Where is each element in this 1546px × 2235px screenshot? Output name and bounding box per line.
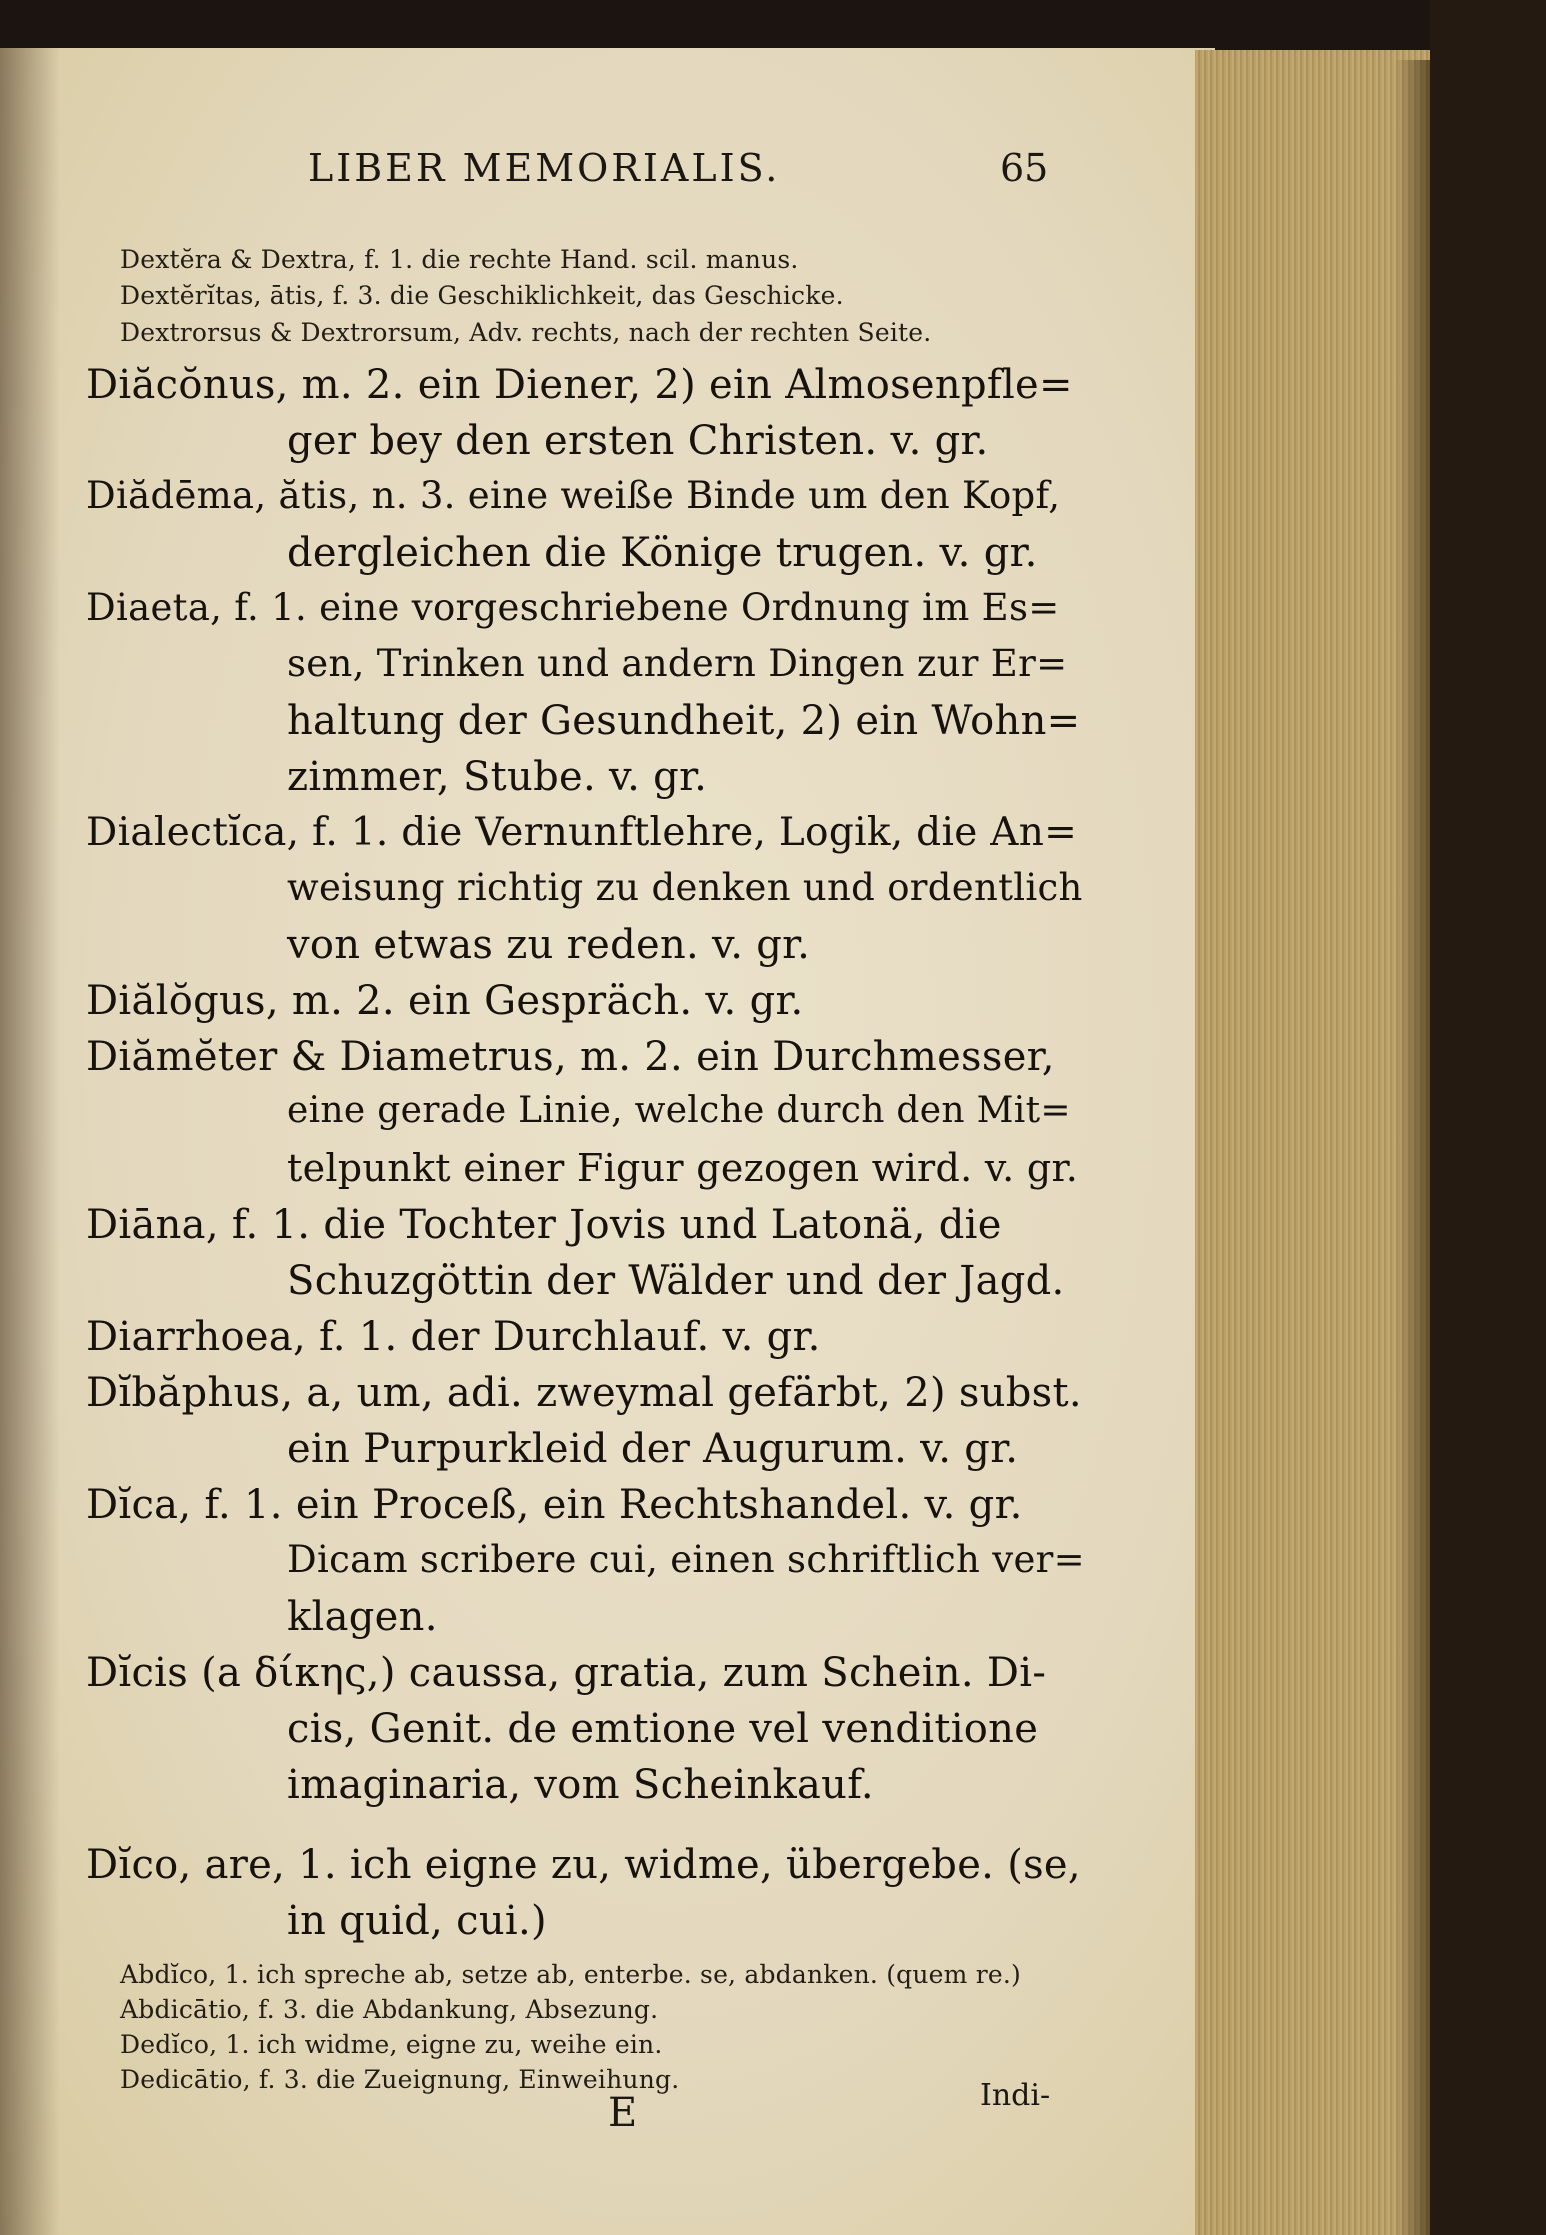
entry-line: Diaeta, f. 1. eine vorgeschriebene Ordnung im Es= <box>86 586 1060 629</box>
entry-line: telpunkt einer Figur gezogen wird. v. gr. <box>287 1146 1079 1190</box>
top-entry: Dextĕrĭtas, ātis, f. 3. die Geschiklichkeit, das Geschicke. <box>120 281 844 310</box>
book-cover-edge <box>1430 0 1546 2235</box>
entry-line: eine gerade Linie, welche durch den Mit= <box>287 1090 1071 1131</box>
catchword: Indi- <box>980 2078 1051 2113</box>
entry-line: imaginaria, vom Scheinkauf. <box>287 1762 874 1808</box>
entry-line: Diăcŏnus, m. 2. ein Diener, 2) ein Almosenpfle= <box>86 362 1073 408</box>
bottom-entry: Abdicātio, f. 3. die Abdankung, Absezung. <box>120 1995 659 2024</box>
entry-line: ein Purpurkleid der Augurum. v. gr. <box>287 1426 1019 1472</box>
entry-line: dergleichen die Könige trugen. v. gr. <box>287 530 1038 576</box>
entry-line: Schuzgöttin der Wälder und der Jagd. <box>287 1258 1065 1304</box>
top-entry: Dextĕra & Dextra, f. 1. die rechte Hand. scil. manus. <box>120 245 799 274</box>
entry-line: Dĭcis (a δίκης,) caussa, gratia, zum Schein. Di- <box>86 1650 1047 1696</box>
bottom-entry: Dedicātio, f. 3. die Zueignung, Einweihung. <box>120 2065 680 2094</box>
entry-line: Dĭco, are, 1. ich eigne zu, widme, übergebe. (se, <box>86 1842 1081 1888</box>
page-number: 65 <box>1000 146 1049 190</box>
entry-line: in quid, cui.) <box>287 1898 547 1944</box>
entry-line: Diāna, f. 1. die Tochter Jovis und Latonä, die <box>86 1202 1002 1248</box>
entry-line: Dicam scribere cui, einen schriftlich ver= <box>287 1538 1085 1581</box>
entry-line: ger bey den ersten Christen. v. gr. <box>287 418 989 464</box>
entry-line: Dialectĭca, f. 1. die Vernunftlehre, Logik, die An= <box>86 810 1078 855</box>
entry-line: klagen. <box>287 1594 438 1640</box>
entry-line: Dĭbăphus, a, um, adi. zweymal gefärbt, 2) subst. <box>86 1370 1082 1416</box>
page-gutter-shadow <box>0 48 60 2235</box>
entry-line: zimmer, Stube. v. gr. <box>287 754 708 800</box>
entry-line: weisung richtig zu denken und ordentlich <box>287 866 1083 909</box>
bottom-entry: Abdĭco, 1. ich spreche ab, setze ab, enterbe. se, abdanken. (quem re.) <box>120 1960 1021 1989</box>
bottom-entry: Dedĭco, 1. ich widme, eigne zu, weihe ein. <box>120 2030 663 2059</box>
running-title: LIBER MEMORIALIS. <box>308 146 781 190</box>
entry-line: Diădēma, ătis, n. 3. eine weiße Binde um den Kopf, <box>86 474 1061 517</box>
entry-line: Diămĕter & Diametrus, m. 2. ein Durchmesser, <box>86 1034 1055 1080</box>
entry-line: Dĭca, f. 1. ein Proceß, ein Rechtshandel. v. gr. <box>86 1482 1023 1528</box>
entry-line: Diălŏgus, m. 2. ein Gespräch. v. gr. <box>86 978 804 1024</box>
signature-mark: E <box>608 2090 638 2136</box>
entry-line: sen, Trinken und andern Dingen zur Er= <box>287 642 1068 685</box>
entry-line: haltung der Gesundheit, 2) ein Wohn= <box>287 698 1081 744</box>
top-entry: Dextrorsus & Dextrorsum, Adv. rechts, nach der rechten Seite. <box>120 318 932 347</box>
entry-line: cis, Genit. de emtione vel venditione <box>287 1706 1039 1752</box>
entry-line: von etwas zu reden. v. gr. <box>287 922 811 968</box>
entry-line: Diarrhoea, f. 1. der Durchlauf. v. gr. <box>86 1314 821 1360</box>
